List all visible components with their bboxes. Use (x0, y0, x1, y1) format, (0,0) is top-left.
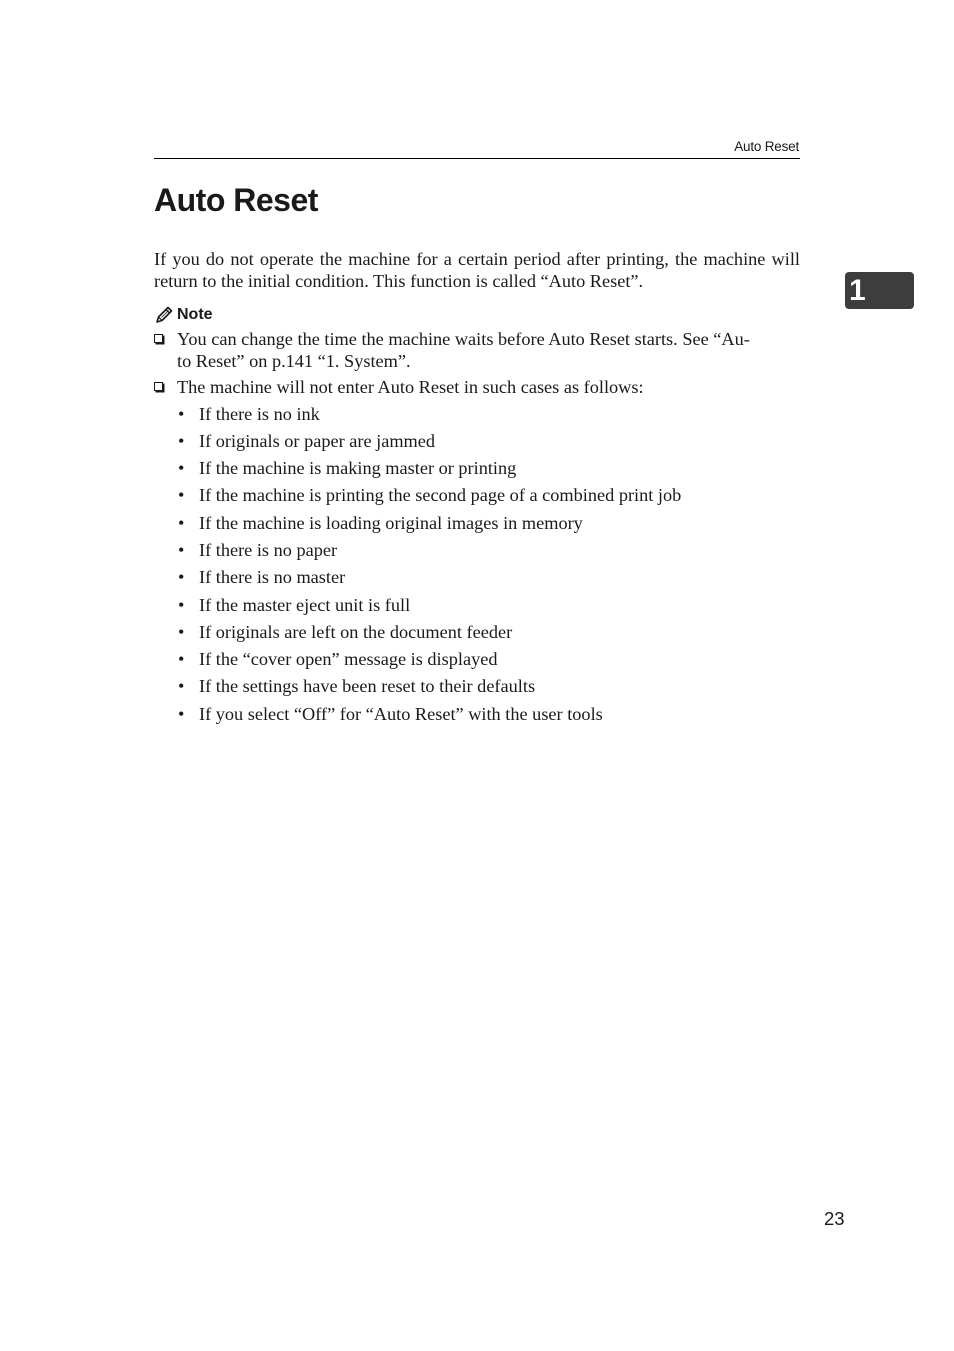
bullet-icon: • (178, 430, 185, 451)
bullet-icon: • (178, 512, 185, 533)
list-item-text: If there is no ink (199, 403, 320, 424)
list-item-text: If the settings have been reset to their defaults (199, 676, 536, 697)
running-head: Auto Reset (734, 139, 799, 154)
chapter-tab (845, 272, 914, 309)
note-item-line: You can change the time the machine waits before Auto Reset starts. See “Au- (177, 329, 750, 349)
list-item (154, 704, 800, 731)
bullet-icon: • (178, 539, 185, 560)
bullet-icon: • (178, 567, 185, 588)
header-rule (154, 158, 800, 159)
list-item (154, 595, 800, 622)
note-item-line: to Reset” on p.141 “1. System”. (177, 350, 411, 371)
list-item (154, 567, 800, 594)
list-item-text: If there is no paper (199, 539, 338, 560)
list-item-text: If the master eject unit is full (199, 594, 411, 615)
list-item-text: If the “cover open” message is displayed (199, 649, 498, 670)
list-item (154, 513, 800, 540)
list-item (154, 540, 800, 567)
content (154, 249, 800, 731)
checkbox-bullet-icon (154, 334, 163, 343)
list-item-text: If originals or paper are jammed (199, 430, 436, 451)
list-item-text: If there is no master (199, 567, 346, 588)
note-item (154, 377, 800, 399)
page-number: 23 (824, 1208, 845, 1229)
list-item (154, 485, 800, 512)
conditions-list (154, 404, 800, 732)
list-item-text: If originals are left on the document feeder (199, 621, 513, 642)
list-item-text: If the machine is printing the second page of a combined print job (199, 485, 682, 506)
bullet-icon: • (178, 649, 185, 670)
list-item (154, 431, 800, 458)
list-item (154, 404, 800, 431)
intro-paragraph: If you do not operate the machine for a certain period after printing, the machine will return to the initial condition. This function is called “Auto Reset”. (154, 249, 800, 291)
page-title: Auto Reset (154, 182, 318, 218)
bullet-icon: • (178, 621, 185, 642)
chapter-number: 1 (849, 274, 866, 307)
bullet-icon: • (178, 458, 185, 479)
note-item (154, 329, 800, 372)
note-item-line: The machine will not enter Auto Reset in such cases as follows: (177, 377, 644, 397)
bullet-icon: • (178, 403, 185, 424)
list-item-text: If the machine is loading original images in memory (199, 512, 583, 533)
list-item-text: If the machine is making master or printing (199, 458, 517, 479)
bullet-icon: • (178, 485, 185, 506)
list-item-text: If you select “Off” for “Auto Reset” with the user tools (199, 703, 603, 724)
note-label: Note (177, 306, 213, 324)
list-item (154, 676, 800, 703)
list-item (154, 622, 800, 649)
checkbox-bullet-icon (154, 382, 163, 391)
list-item (154, 649, 800, 676)
note-heading (154, 304, 800, 326)
bullet-icon: • (178, 594, 185, 615)
list-item (154, 458, 800, 485)
pencil-icon (154, 305, 174, 325)
bullet-icon: • (178, 703, 185, 724)
bullet-icon: • (178, 676, 185, 697)
